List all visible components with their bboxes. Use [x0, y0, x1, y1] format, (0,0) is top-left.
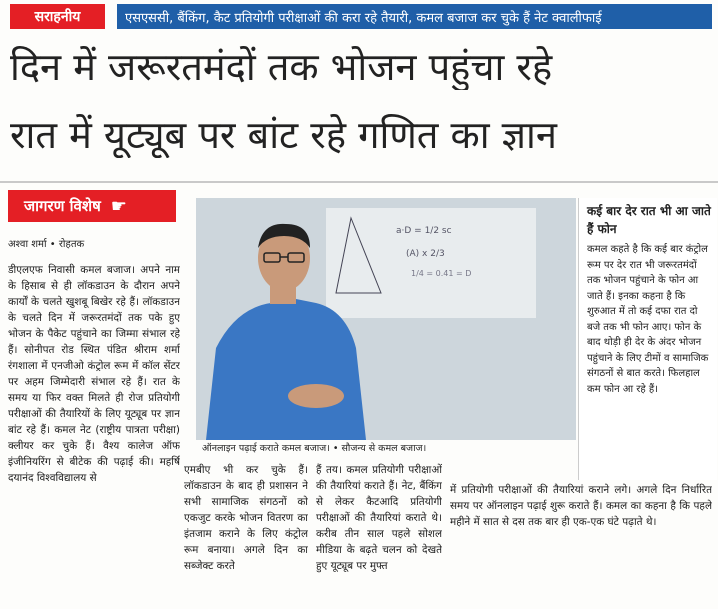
- story-strap: एसएससी, बैंकिंग, कैट प्रतियोगी परीक्षाओं की करा रहे तैयारी, कमल बजाज कर चुके हैं नेट क्वालीफाई: [117, 4, 712, 29]
- article-photo: [196, 198, 576, 440]
- sidebar-title: कई बार देर रात भी आ जाते हैं फोन: [587, 204, 711, 236]
- byline: अश्वा शर्मा • रोहतक: [8, 239, 85, 250]
- section-kicker: सराहनीय: [10, 4, 105, 29]
- pointing-hand-icon: ☛: [110, 195, 127, 217]
- headline-line-2: रात में यूट्यूब पर बांट रहे गणित का ज्ञान: [10, 113, 557, 157]
- jagran-vishesh-tag: [8, 190, 176, 222]
- board-formula-1: a·D = 1/2 sc: [396, 226, 452, 236]
- board-formula-3: 1/4 = 0.41 = D: [411, 269, 472, 278]
- article-column-4: में प्रतियोगी परीक्षाओं की तैयारियां कराने लगे। अगले दिन निर्धारित समय पर ऑनलाइन पढ़ाई शुरू कराते हैं। कमल का कहना है कि पहले महीने में सात से दस तक बार ही एक-एक घंटे पढ़ाते थे।: [450, 484, 712, 528]
- divider: [0, 181, 718, 183]
- photo-caption: ऑनलाइन पढ़ाई कराते कमल बजाज। • सौजन्य से कमल बजाज।: [202, 443, 427, 454]
- sidebar-box: [578, 198, 717, 480]
- article-column-1: डीएलएफ निवासी कमल बजाज। अपने नाम के हिसाब से ही लॉकडाउन के दौरान अपने कार्यों के चलते खुशबू बिखेर रहे हैं। लॉकडाउन के चलते दिन में जरूरतमंदों तक पके हुए भोजन के पैकेट पहुंचाने का जिम्मा संभाल रहे हैं। सोनीपत रोड स्थित पंडित श्रीराम शर्मा रंगशाला में एनजीओ कंट्रोल रूम में कॉल सेंटर पर अहम जिम्मेदारी संभाल रहे हैं। रात के समय या फिर वक्त मिलते ही रोज प्रतियोगी परीक्षाओं की तैयारियों के लिए यूट्यूब पर ज्ञान बांट रहे हैं। कमल नेट (राष्ट्रीय पात्रता परीक्षा) क्लीयर कर चुके हैं। वैश्य कालेज ऑफ इंजीनियरिंग से बीटेक की पढ़ाई की। महर्षि दयानंद विश्वविद्यालय से: [8, 264, 180, 484]
- article-column-2: एमबीए भी कर चुके हैं। लॉकडाउन के बाद ही प्रशासन ने सभी सामाजिक संगठनों को एकजुट करके भोजन वितरण का इंतजाम कराने के लिए कंट्रोल रूम बनाया। अगले दिन का सब्जेक्ट करते: [184, 464, 308, 572]
- board-formula-2: (A) x 2/3: [406, 249, 445, 259]
- sidebar-body: कमल कहते है कि कई बार कंट्रोल रूम पर देर रात भी जरूरतमंदों तक भोजन पहुंचाने के फोन आ जाते हैं। इनका कहना है कि शुरुआत में तो कई दफा रात दो बजे तक भी फोन आए। फोन के बाद थोड़ी ही देर के अंदर भोजन पहुंचाने के लिए टीमों व सामाजिक संगठनों से बात करते। फिलहाल कम फोन आ रहे हैं।: [587, 244, 709, 395]
- headline-line-1: दिन में जरूरतमंदों तक भोजन पहुंचा रहे: [10, 45, 553, 89]
- article-column-3: हैं तय। कमल प्रतियोगी परीक्षाओं की तैयारियां कराते हैं। नेट, बैंकिंग से लेकर कैटआदि प्रतियोगी परीक्षाओं की तैयारियां कराते थे। करीब तीन साल पहले सोशल मीडिया के बढ़ते चलन को देखते हुए यूट्यूब पर मुफ्त: [316, 464, 442, 572]
- tag-label: जागरण विशेष: [24, 197, 101, 215]
- teacher-photo-illustration: [196, 198, 576, 440]
